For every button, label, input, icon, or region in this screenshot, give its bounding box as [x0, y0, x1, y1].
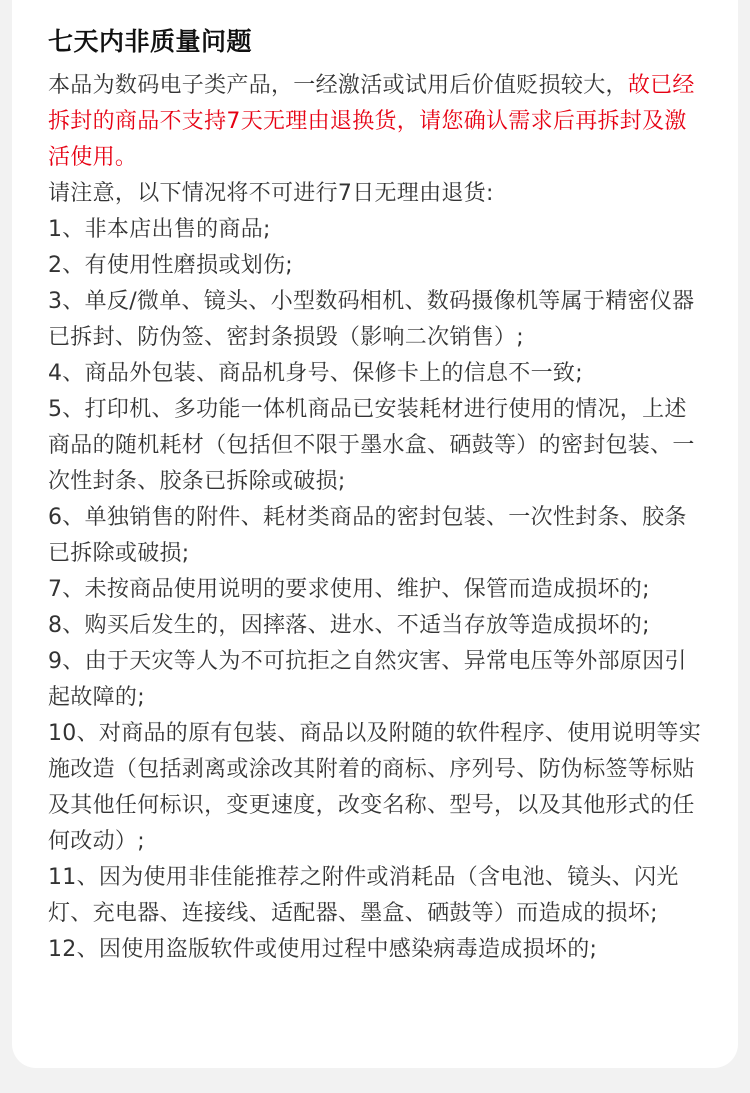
list-item: 8、购买后发生的，因摔落、进水、不适当存放等造成损坏的; [48, 613, 650, 638]
list-item: 11、因为使用非佳能推荐之附件或消耗品（含电池、镜头、闪光灯、充电器、连接线、适配器、墨盒、硒鼓等）而造成的损坏; [48, 865, 679, 926]
page-title: 七天内非质量问题 [48, 27, 253, 56]
notice-text: 请注意，以下情况将不可进行7日无理由退货: [48, 181, 494, 206]
list-item: 1、非本店出售的商品; [48, 217, 271, 242]
list-item: 2、有使用性磨损或划伤; [48, 253, 294, 278]
intro-paragraph [48, 68, 702, 176]
list-item: 12、因使用盗版软件或使用过程中感染病毒造成损坏的; [48, 937, 598, 962]
intro-text: 本品为数码电子类产品，一经激活或试用后价值贬损较大， [48, 73, 628, 98]
list-item: 4、商品外包装、商品机身号、保修卡上的信息不一致; [48, 361, 583, 386]
list-item: 5、打印机、多功能一体机商品已安装耗材进行使用的情况，上述商品的随机耗材（包括但不限于墨水盒、硒鼓等）的密封包装、一次性封条、胶条已拆除或破损; [48, 397, 695, 494]
list-item: 7、未按商品使用说明的要求使用、维护、保管而造成损坏的; [48, 577, 650, 602]
policy-card [12, 0, 738, 1068]
list-item: 9、由于天灾等人为不可抗拒之自然灾害、异常电压等外部原因引起故障的; [48, 649, 687, 710]
list-item: 3、单反/微单、镜头、小型数码相机、数码摄像机等属于精密仪器已拆封、防伪签、密封条损毁（影响二次销售）; [48, 289, 695, 350]
list-item: 6、单独销售的附件、耗材类商品的密封包装、一次性封条、胶条已拆除或破损; [48, 505, 687, 566]
list-item: 10、对商品的原有包装、商品以及附随的软件程序、使用说明等实施改造（包括剥离或涂改其附着的商标、序列号、防伪标签等标贴及其他任何标识，变更速度，改变名称、型号，以及其他形式的任何改动）; [48, 721, 701, 854]
warning-text: 故已经拆封的商品不支持7天无理由退换货，请您确认需求后再拆封及激活使用。 [48, 73, 695, 170]
exclusion-list [48, 212, 702, 968]
